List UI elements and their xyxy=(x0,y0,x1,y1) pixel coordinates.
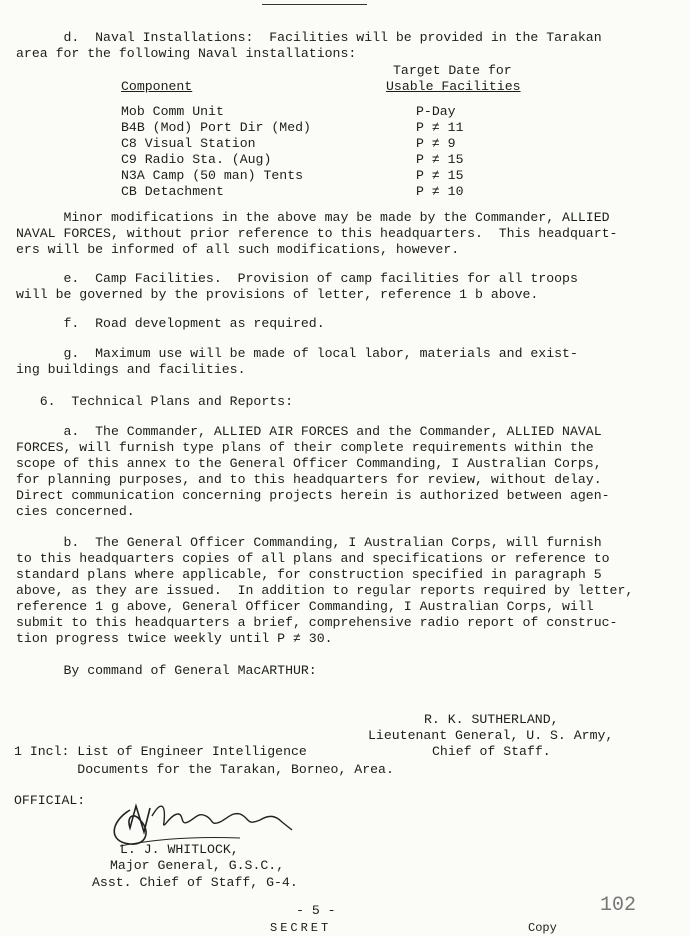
para-6a-line-6: cies concerned. xyxy=(16,504,135,519)
signer-title: Chief of Staff. xyxy=(432,744,551,759)
table-row-component: C8 Visual Station xyxy=(121,136,256,151)
para-g-line-1: g. Maximum use will be made of local labor, materials and exist- xyxy=(16,346,578,361)
table-header-component: Component xyxy=(121,79,193,94)
table-row-component: CB Detachment xyxy=(121,184,224,199)
table-header-date-line-2: Usable Facilities xyxy=(386,79,521,94)
table-row-date: P ≠ 9 xyxy=(416,136,456,151)
para-e-line-2: will be governed by the provisions of letter, reference 1 b above. xyxy=(16,287,539,302)
para-6a-line-4: for planning purposes, and to this headquarters for review, without delay. xyxy=(16,472,602,487)
table-row-component: C9 Radio Sta. (Aug) xyxy=(121,152,272,167)
table-row-date: P ≠ 11 xyxy=(416,120,464,135)
table-row-component: N3A Camp (50 man) Tents xyxy=(121,168,304,183)
para-6b-line-7: tion progress twice weekly until P ≠ 30. xyxy=(16,631,333,646)
para-6a-line-1: a. The Commander, ALLIED AIR FORCES and the Commander, ALLIED NAVAL xyxy=(16,424,602,439)
table-row-date: P ≠ 10 xyxy=(416,184,464,199)
table-row-date: P ≠ 15 xyxy=(416,168,464,183)
para-6a-line-3: scope of this annex to the General Officer Commanding, I Australian Corps, xyxy=(16,456,602,471)
table-row-component: Mob Comm Unit xyxy=(121,104,224,119)
stamp-number: 102 xyxy=(600,894,637,917)
signer-name: R. K. SUTHERLAND, xyxy=(424,712,559,727)
inclosure-line-2: Documents for the Tarakan, Borneo, Area. xyxy=(14,762,394,777)
para-6-heading: 6. Technical Plans and Reports: xyxy=(16,394,293,409)
signer-rank: Lieutenant General, U. S. Army, xyxy=(368,728,614,743)
para-6b-line-3: standard plans where applicable, for construction specified in paragraph 5 xyxy=(16,567,602,582)
header-rule xyxy=(262,4,367,5)
para-f-line-1: f. Road development as required. xyxy=(16,316,325,331)
command-line: By command of General MacARTHUR: xyxy=(16,663,317,678)
table-header-date-line-1: Target Date for xyxy=(393,63,512,78)
para-g-line-2: ing buildings and facilities. xyxy=(16,362,246,377)
footer-classification: SECRET xyxy=(270,921,332,935)
official-name: L. J. WHITLOCK, xyxy=(120,842,239,857)
para-d-line-2: area for the following Naval installations: xyxy=(16,46,357,61)
para-minor-line-2: NAVAL FORCES, without prior reference to this headquarters. This headquart- xyxy=(16,226,618,241)
inclosure-line-1: 1 Incl: List of Engineer Intelligence xyxy=(14,744,307,759)
official-title: Asst. Chief of Staff, G-4. xyxy=(92,875,298,890)
table-row-date: P ≠ 15 xyxy=(416,152,464,167)
official-rank: Major General, G.S.C., xyxy=(110,858,285,873)
para-6b-line-6: submit to this headquarters a brief, comprehensive radio report of construc- xyxy=(16,615,618,630)
para-6b-line-4: above, as they are issued. In addition to regular reports required by letter, xyxy=(16,583,634,598)
page-number: - 5 - xyxy=(296,903,336,918)
para-6a-line-5: Direct communication concerning projects herein is authorized between agen- xyxy=(16,488,610,503)
para-6b-line-2: to this headquarters copies of all plans and specifications or reference to xyxy=(16,551,610,566)
para-minor-line-1: Minor modifications in the above may be made by the Commander, ALLIED xyxy=(16,210,610,225)
para-minor-line-3: ers will be informed of all such modifications, however. xyxy=(16,242,460,257)
copy-label: Copy xyxy=(528,921,557,935)
para-6b-line-5: reference 1 g above, General Officer Commanding, I Australian Corps, will xyxy=(16,599,594,614)
para-6a-line-2: FORCES, will furnish type plans of their complete requirements within the xyxy=(16,440,594,455)
table-row-component: B4B (Mod) Port Dir (Med) xyxy=(121,120,311,135)
official-label: OFFICIAL: xyxy=(14,793,86,808)
para-e-line-1: e. Camp Facilities. Provision of camp facilities for all troops xyxy=(16,271,578,286)
para-6b-line-1: b. The General Officer Commanding, I Australian Corps, will furnish xyxy=(16,535,602,550)
para-d-line-1: d. Naval Installations: Facilities will be provided in the Tarakan xyxy=(16,30,602,45)
table-row-date: P-Day xyxy=(416,104,456,119)
